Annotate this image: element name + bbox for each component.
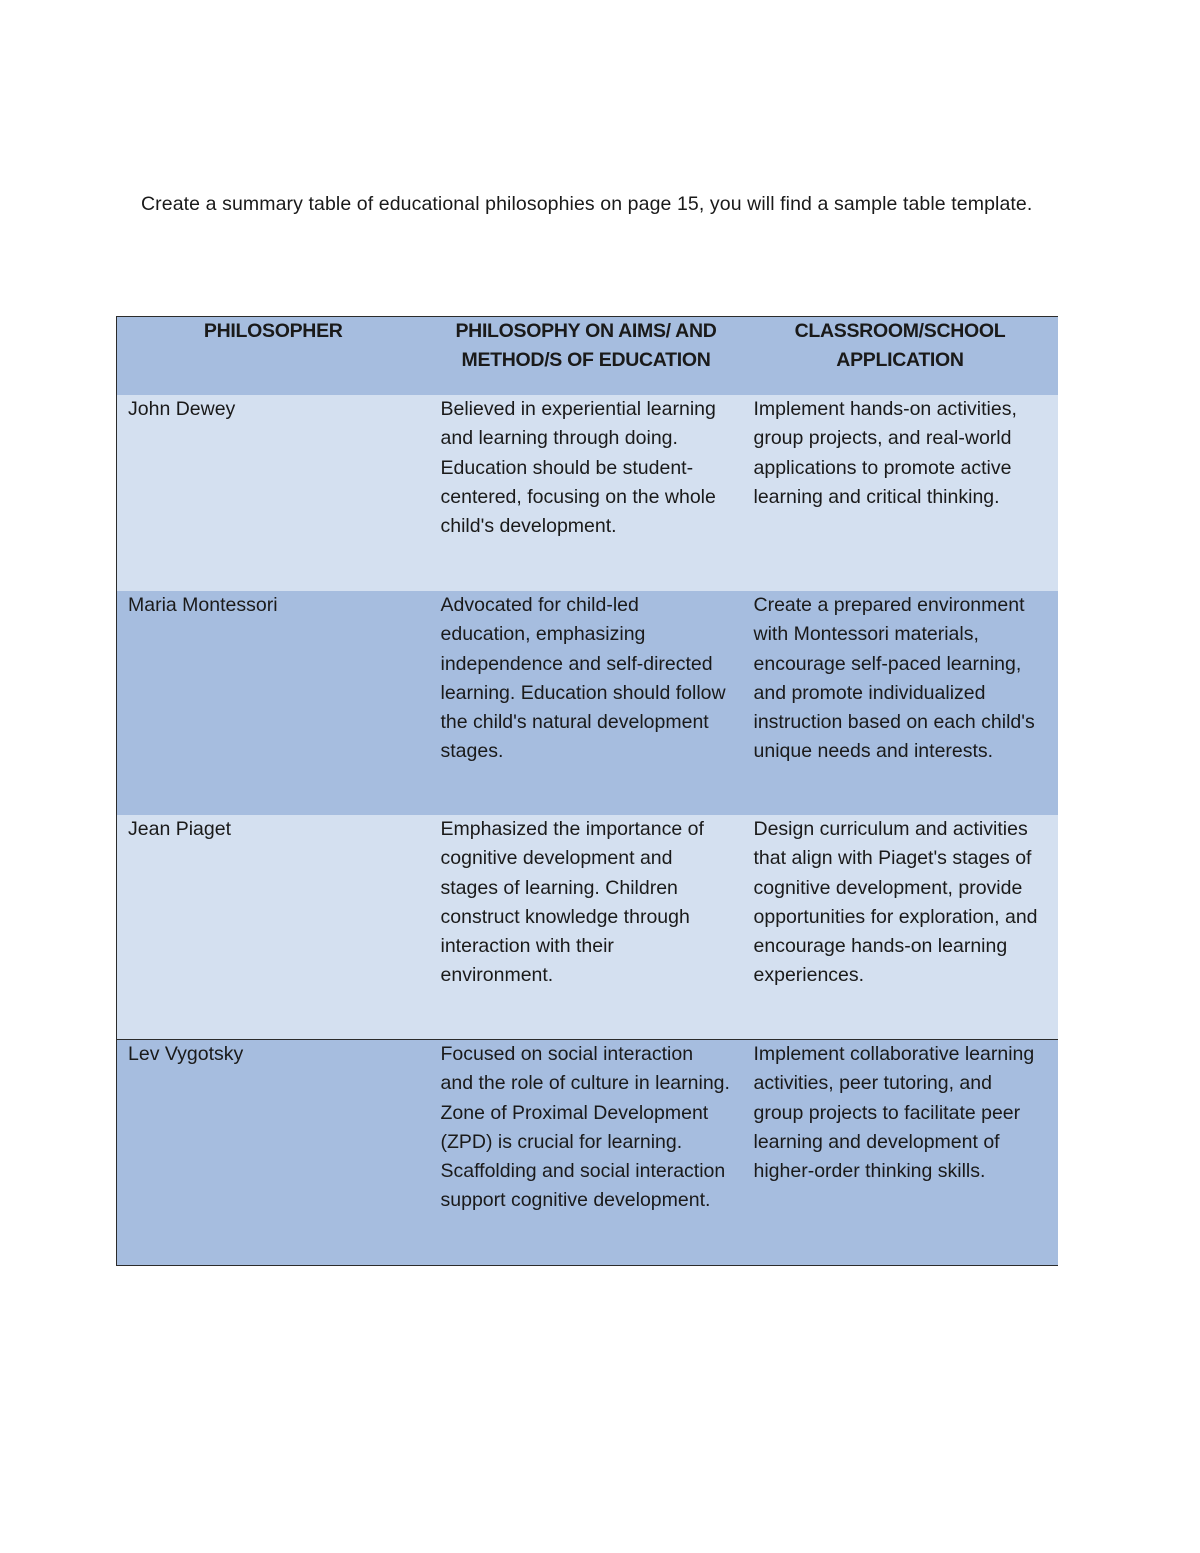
header-philosopher: PHILOSOPHER (117, 317, 430, 396)
application-cell: Design curriculum and activities that align with Piaget's stages of cognitive development, provide opportunities for exploration, and encourage hands-on learning experiences. (743, 815, 1058, 1040)
philosophies-summary-table (116, 316, 1058, 1266)
application-cell: Implement hands-on activities, group projects, and real-world applications to promote active learning and critical thinking. (743, 395, 1058, 591)
table-row (117, 395, 1058, 591)
table-header-row (117, 317, 1058, 396)
philosopher-cell: John Dewey (117, 395, 430, 591)
intro-paragraph: Create a summary table of educational philosophies on page 15, you will find a sample table template. (141, 193, 1033, 215)
philosophy-cell: Focused on social interaction and the role of culture in learning. Zone of Proximal Development (ZPD) is crucial for learning. Scaffolding and social interaction support cognitive development. (430, 1040, 743, 1266)
philosopher-cell: Maria Montessori (117, 591, 430, 815)
application-cell: Create a prepared environment with Montessori materials, encourage self-paced learning, and promote individualized instruction based on each child's unique needs and interests. (743, 591, 1058, 815)
philosopher-cell: Lev Vygotsky (117, 1040, 430, 1266)
philosophy-cell: Believed in experiential learning and learning through doing. Education should be student-centered, focusing on the whole child's development. (430, 395, 743, 591)
header-application: CLASSROOM/SCHOOL APPLICATION (743, 317, 1058, 396)
header-philosophy: PHILOSOPHY ON AIMS/ AND METHOD/S OF EDUCATION (430, 317, 743, 396)
philosopher-cell: Jean Piaget (117, 815, 430, 1040)
table-row (117, 815, 1058, 1040)
table-row (117, 1040, 1058, 1266)
philosophy-cell: Advocated for child-led education, emphasizing independence and self-directed learning. Education should follow the child's natural development stages. (430, 591, 743, 815)
table-row (117, 591, 1058, 815)
application-cell: Implement collaborative learning activities, peer tutoring, and group projects to facilitate peer learning and development of higher-order thinking skills. (743, 1040, 1058, 1266)
philosophy-cell: Emphasized the importance of cognitive development and stages of learning. Children construct knowledge through interaction with their environment. (430, 815, 743, 1040)
